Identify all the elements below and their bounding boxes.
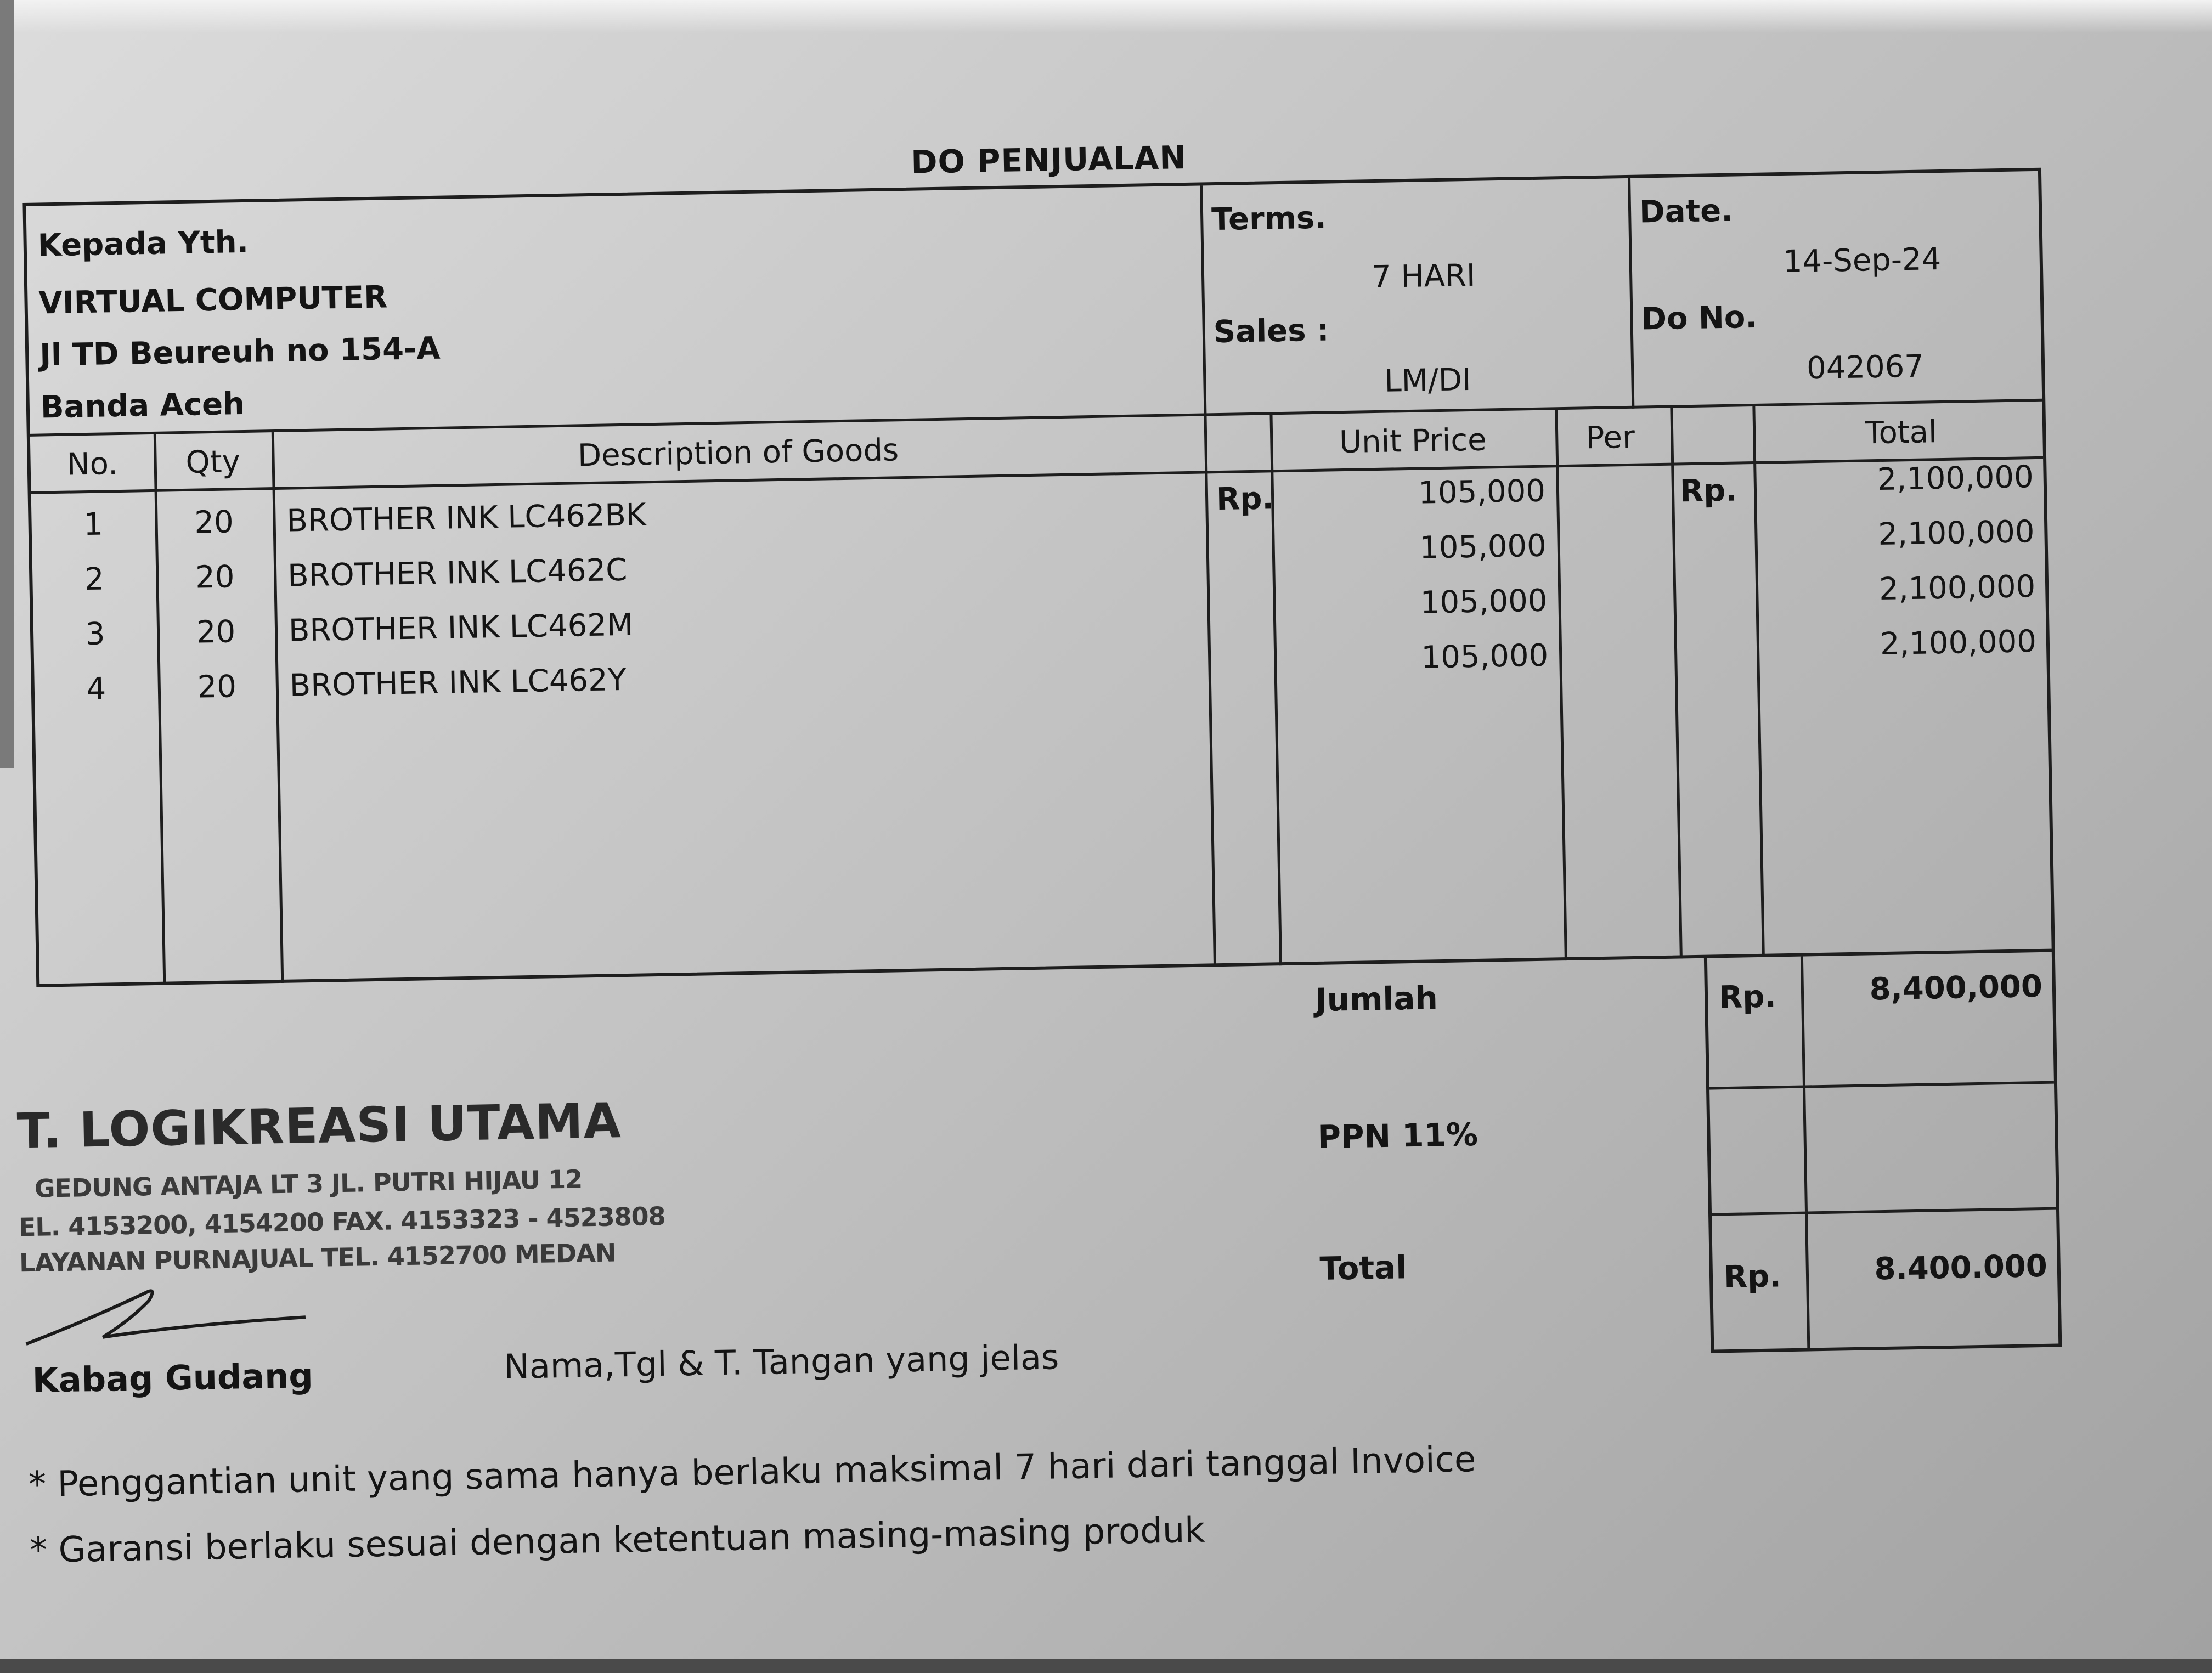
company-address: GEDUNG ANTAJA LT 3 JL. PUTRI HIJAU 12 (34, 1164, 583, 1203)
subtotal-label: Jumlah (1314, 979, 1438, 1019)
date-value: 14-Sep-24 (1782, 241, 1942, 280)
sales-value: LM/DI (1384, 361, 1472, 399)
item-unit-price: 105,000 (1418, 473, 1546, 511)
item-total: 2,100,000 (1878, 569, 2036, 608)
signature-mark (19, 1251, 350, 1366)
item-unit-price: 105,000 (1420, 583, 1548, 621)
grand-total-value: 8.400.000 (1874, 1248, 2048, 1287)
customer-city: Banda Aceh (40, 386, 245, 426)
column-qty: Qty (185, 444, 241, 481)
item-no: 1 (83, 506, 104, 543)
note-replacement: * Penggantian unit yang sama hanya berlaku maksimal 7 hari dari tanggal Invoice (28, 1439, 1476, 1506)
column-description: Description of Goods (577, 432, 899, 474)
signature-role: Kabag Gudang (32, 1355, 314, 1401)
column-no: No. (66, 446, 119, 483)
date-label: Date. (1639, 193, 1733, 230)
customer-address: Jl TD Beureuh no 154-A (39, 330, 441, 374)
order-header (26, 171, 2042, 437)
item-description: BROTHER INK LC462Y (289, 662, 627, 704)
subtotal-value: 8,400,000 (1869, 968, 2043, 1008)
item-unit-price: 105,000 (1419, 528, 1547, 566)
item-no: 3 (85, 616, 106, 653)
item-qty: 20 (195, 559, 235, 596)
item-qty: 20 (196, 614, 236, 651)
grand-total-divider (1805, 1214, 1810, 1348)
subtotal-currency: Rp. (1718, 979, 1777, 1016)
header-divider-2 (1628, 178, 1634, 409)
grand-total-currency: Rp. (1723, 1258, 1782, 1296)
vat-label: PPN 11% (1317, 1115, 1479, 1156)
header-divider-1 (1200, 185, 1206, 416)
document-title: DO PENJUALAN (910, 138, 1187, 181)
col-line-desc (1204, 416, 1217, 967)
column-per: Per (1585, 419, 1635, 456)
delivery-order-document (16, 123, 2078, 1672)
sales-label: Sales : (1213, 312, 1329, 351)
grand-total-label: Total (1319, 1248, 1407, 1288)
subtotal-divider (1801, 957, 1805, 1086)
item-description: BROTHER INK LC462C (287, 552, 628, 594)
totals-box (1704, 952, 2062, 1353)
item-description: BROTHER INK LC462M (288, 607, 634, 649)
item-qty: 20 (194, 504, 234, 541)
company-phone: EL. 4153200, 4154200 FAX. 4153323 - 4523808 (18, 1201, 666, 1242)
page-left-shadow (0, 0, 14, 768)
item-description: BROTHER INK LC462BK (286, 497, 647, 539)
terms-label: Terms. (1211, 200, 1327, 238)
order-table (22, 168, 2055, 987)
col-line-qty (272, 432, 284, 983)
note-warranty: * Garansi berlaku sesuai dengan ketentuan masing-masing produk (29, 1510, 1206, 1572)
vat-divider (1803, 1088, 1808, 1212)
item-no: 4 (86, 671, 106, 708)
total-currency: Rp. (1679, 472, 1738, 510)
company-stamp-name: T. LOGIKREASI UTAMA (16, 1092, 622, 1160)
column-unit-price: Unit Price (1339, 422, 1487, 461)
signature-instruction: Nama,Tgl & T. Tangan yang jelas (503, 1337, 1059, 1387)
item-total: 2,100,000 (1877, 459, 2034, 498)
customer-label: Kepada Yth. (37, 224, 249, 264)
subtotal-row (1707, 952, 2054, 1090)
paper-top-edge (0, 0, 2212, 33)
item-total: 2,100,000 (1880, 624, 2037, 663)
item-no: 2 (84, 561, 105, 598)
company-service: LAYANAN PURNAJUAL TEL. 4152700 MEDAN (19, 1237, 616, 1278)
column-total: Total (1865, 414, 1938, 451)
item-unit-price: 105,000 (1421, 637, 1549, 676)
do-number-value: 042067 (1806, 348, 1925, 387)
do-number-label: Do No. (1640, 299, 1758, 337)
customer-name: VIRTUAL COMPUTER (38, 279, 388, 321)
item-qty: 20 (197, 669, 237, 705)
col-line-price (1555, 410, 1567, 960)
grand-total-row (1712, 1210, 2058, 1350)
terms-value: 7 HARI (1371, 257, 1476, 296)
vat-row (1709, 1084, 2056, 1216)
item-total: 2,100,000 (1877, 514, 2035, 553)
unit-price-currency: Rp. (1216, 481, 1274, 518)
